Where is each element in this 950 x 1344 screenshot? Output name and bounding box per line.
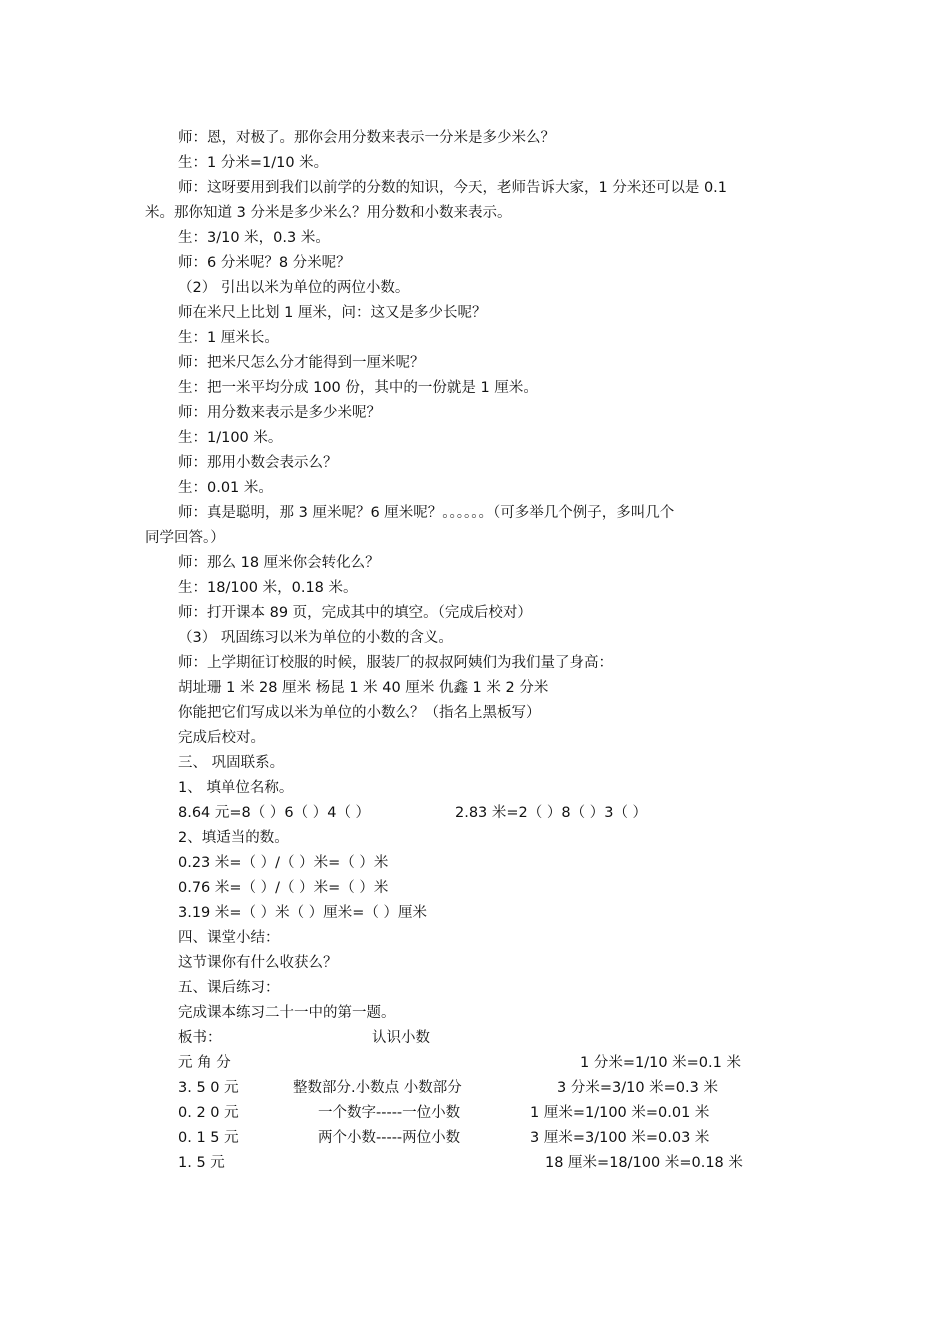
text-line: 生：1/100 米。 xyxy=(178,430,283,446)
text-line: 师：打开课本 89 页，完成其中的填空。（完成后校对） xyxy=(178,605,532,621)
board-right-item: 3 分米=3/10 米=0.3 米 xyxy=(557,1080,718,1096)
text-line: 师在米尺上比划 1 厘米，问：这又是多少长呢？ xyxy=(178,305,487,321)
exercise-item: 8.64 元=8（ ）6（ ）4（ ） xyxy=(178,805,371,821)
board-middle-item: 一个数字-----一位小数 xyxy=(318,1105,461,1121)
text-line: 师：把米尺怎么分才能得到一厘米呢？ xyxy=(178,355,425,371)
board-middle-item: 整数部分.小数点 小数部分 xyxy=(293,1080,462,1096)
exercise-item: 0.76 米=（ ）/（ ）米=（ ）米 xyxy=(178,880,389,896)
board-right-item: 1 分米=1/10 米=0.1 米 xyxy=(580,1055,741,1071)
exercise-heading: 1、 填单位名称。 xyxy=(178,780,294,796)
text-line: 师：恩，对极了。那你会用分数来表示一分米是多少米么？ xyxy=(178,130,555,146)
text-line: 这节课你有什么收获么？ xyxy=(178,955,338,971)
board-right-item: 18 厘米=18/100 米=0.18 米 xyxy=(545,1155,743,1171)
section-heading: 四、课堂小结： xyxy=(178,930,280,946)
text-line: 师：上学期征订校服的时候，服装厂的叔叔阿姨们为我们量了身高： xyxy=(178,655,613,671)
text-line: 师：用分数来表示是多少米呢？ xyxy=(178,405,381,421)
exercise-item: 2.83 米=2（ ）8（ ）3（ ） xyxy=(455,805,648,821)
board-amount: 3. 5 0 元 xyxy=(178,1080,239,1096)
text-line: 生：把一米平均分成 100 份，其中的一份就是 1 厘米。 xyxy=(178,380,538,396)
exercise-item: 0.23 米=（ ）/（ ）米=（ ）米 xyxy=(178,855,389,871)
exercise-heading: 2、填适当的数。 xyxy=(178,830,289,846)
text-line: 胡址珊 1 米 28 厘米 杨昆 1 米 40 厘米 仇鑫 1 米 2 分米 xyxy=(178,680,549,696)
text-line: 完成后校对。 xyxy=(178,730,265,746)
board-amount: 0. 1 5 元 xyxy=(178,1130,239,1146)
board-right-item: 3 厘米=3/100 米=0.03 米 xyxy=(530,1130,710,1146)
text-line: 生：3/10 米，0.3 米。 xyxy=(178,230,330,246)
board-middle-item: 两个小数-----两位小数 xyxy=(318,1130,461,1146)
text-line: 师：这呀要用到我们以前学的分数的知识，今天，老师告诉大家，1 分米还可以是 0.1 xyxy=(178,180,728,196)
text-line: 师：真是聪明，那 3 厘米呢？6 厘米呢？。。。。。。（可多举几个例子，多叫几个 xyxy=(178,505,675,521)
board-right-item: 1 厘米=1/100 米=0.01 米 xyxy=(530,1105,710,1121)
text-line: 师：那用小数会表示么？ xyxy=(178,455,338,471)
text-line: 生：1 分米=1/10 米。 xyxy=(178,155,329,171)
text-line: 同学回答。） xyxy=(145,530,225,546)
text-line: 生：0.01 米。 xyxy=(178,480,273,496)
section-heading: （3） 巩固练习以米为单位的小数的含义。 xyxy=(178,630,453,646)
section-heading: 三、 巩固联系。 xyxy=(178,755,285,771)
text-line: 你能把它们写成以米为单位的小数么？（指名上黑板写） xyxy=(178,705,541,721)
board-label: 板书： xyxy=(178,1030,222,1046)
section-heading: 五、课后练习： xyxy=(178,980,280,996)
board-header: 元 角 分 xyxy=(178,1055,231,1071)
section-heading: （2） 引出以米为单位的两位小数。 xyxy=(178,280,410,296)
text-line: 生：18/100 米，0.18 米。 xyxy=(178,580,358,596)
board-amount: 0. 2 0 元 xyxy=(178,1105,239,1121)
text-line: 师：6 分米呢？8 分米呢？ xyxy=(178,255,351,271)
text-line: 完成课本练习二十一中的第一题。 xyxy=(178,1005,396,1021)
exercise-item: 3.19 米=（ ）米（ ）厘米=（ ）厘米 xyxy=(178,905,428,921)
board-amount: 1. 5 元 xyxy=(178,1155,225,1171)
text-line: 生：1 厘米长。 xyxy=(178,330,279,346)
text-line: 师：那么 18 厘米你会转化么？ xyxy=(178,555,380,571)
text-line: 米。那你知道 3 分米是多少米么？用分数和小数来表示。 xyxy=(145,205,512,221)
board-title: 认识小数 xyxy=(372,1030,430,1046)
